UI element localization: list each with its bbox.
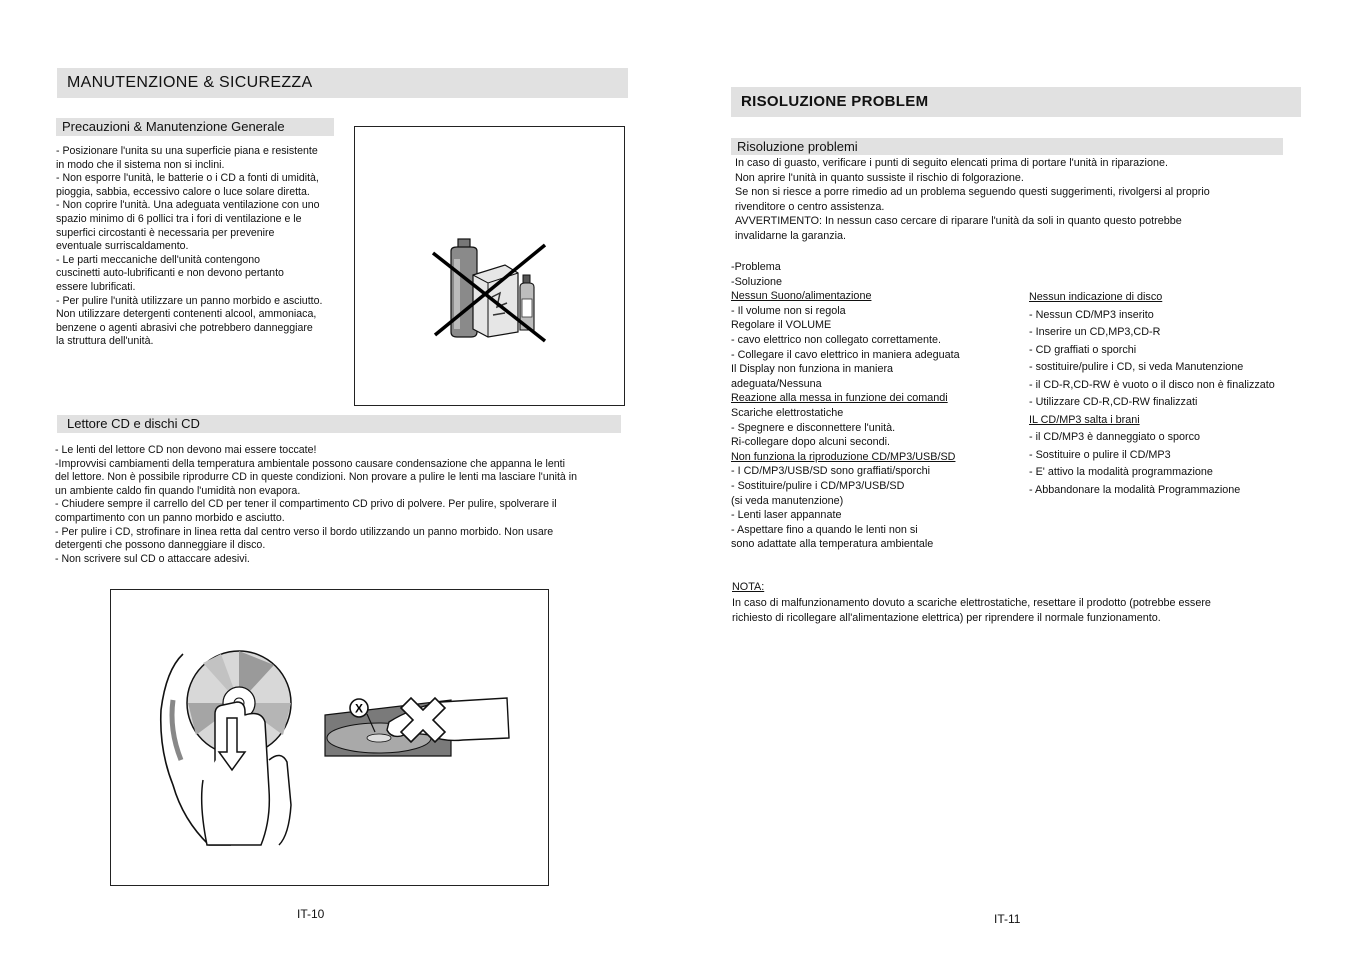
list-item: - Il volume non si regola bbox=[731, 304, 846, 317]
problem-solution-column-1 bbox=[731, 260, 960, 552]
text-line: benzene o agenti abrasivi che potrebbero danneggiare bbox=[56, 321, 313, 334]
text-line: la struttura dell'unità. bbox=[56, 335, 154, 348]
list-item: - E' attivo la modalità programmazione bbox=[1029, 466, 1213, 478]
text-line: invalidarne la garanzia. bbox=[735, 229, 847, 242]
list-item: Ri-collegare dopo alcuni secondi. bbox=[731, 436, 891, 449]
right-page-number: IT-11 bbox=[994, 912, 1021, 926]
text-line: del lettore. Non è possibile riprodurre CD in queste condizioni. Non provare a pulire le lenti ma lasciare l'unità in bbox=[55, 471, 577, 484]
precautions-text bbox=[56, 145, 322, 349]
text-line: - Non esporre l'unità, le batterie o i CD a fonti di umidità, bbox=[56, 172, 319, 185]
text-line: - Posizionare l'unita su una superficie piana e resistente bbox=[56, 145, 318, 157]
list-item: adeguata/Nessuna bbox=[731, 377, 822, 390]
text-line: - Le lenti del lettore CD non devono mai essere toccate! bbox=[55, 444, 317, 456]
list-item: - cavo elettrico non collegato correttamente. bbox=[731, 333, 942, 346]
list-item: - Lenti laser appannate bbox=[731, 509, 842, 522]
note-text bbox=[732, 596, 1211, 625]
text-line: Non utilizzare detergenti contenenti alcool, ammoniaca, bbox=[56, 308, 317, 321]
cd-cleaning-icon bbox=[111, 590, 548, 885]
list-item: Scariche elettrostatiche bbox=[731, 406, 844, 419]
text-line: cuscinetti auto-lubrificanti e non devono pertanto bbox=[56, 267, 284, 280]
list-item: - Inserire un CD,MP3,CD-R bbox=[1029, 326, 1161, 338]
text-line: In caso di guasto, verificare i punti di seguito elencati prima di portare l'unità in riparazione. bbox=[735, 157, 1168, 169]
text-line: In caso di malfunzionamento dovuto a scariche elettrostatiche, resettare il prodotto (potrebbe essere bbox=[732, 597, 1211, 609]
list-item: IL CD/MP3 salta i brani bbox=[1029, 413, 1140, 426]
list-item: - Aspettare fino a quando le lenti non si bbox=[731, 523, 918, 536]
text-line: Non aprire l'unità in quanto sussiste il rischio di folgorazione. bbox=[735, 171, 1024, 184]
list-item: Regolare il VOLUME bbox=[731, 319, 832, 332]
text-line: - Non coprire l'unità. Una adeguata ventilazione con uno bbox=[56, 199, 320, 212]
troubleshooting-intro bbox=[735, 156, 1210, 244]
list-item: sono adattate alla temperatura ambientale bbox=[731, 538, 934, 551]
text-line: pioggia, sabbia, eccessivo calore o luce solare diretta. bbox=[56, 185, 310, 198]
list-item: - Sostituire o pulire il CD/MP3 bbox=[1029, 448, 1171, 461]
section-title-precautions: Precauzioni & Manutenzione Generale bbox=[56, 118, 334, 136]
text-line: detergenti che possono danneggiare il disco. bbox=[55, 539, 266, 552]
cd-handling-figure bbox=[110, 589, 549, 886]
section-title-troubleshooting: Risoluzione problemi bbox=[731, 138, 1283, 155]
list-item: Il Display non funziona in maniera bbox=[731, 363, 894, 376]
list-item: - Collegare il cavo elettrico in maniera adeguata bbox=[731, 348, 960, 361]
text-line: spazio minimo di 6 pollici tra i fori di ventilazione e le bbox=[56, 212, 302, 225]
text-line: - Per pulire i CD, strofinare in linea retta dal centro verso il bordo utilizzando un panno morbido. Non usare bbox=[55, 525, 554, 538]
list-item: - Abbandonare la modalità Programmazione bbox=[1029, 483, 1241, 496]
list-item: Nessun indicazione di disco bbox=[1029, 291, 1163, 303]
note-block bbox=[732, 580, 764, 595]
text-line: un ambiente caldo fin quando l'umidità non evapora. bbox=[55, 484, 301, 497]
text-line: Se non si riesce a porre rimedio ad un problema seguendo questi suggerimenti, rivolgersi al proprio bbox=[735, 186, 1210, 199]
text-line: AVVERTIMENTO: In nessun caso cercare di riparare l'unità da soli in quanto questo potrebbe bbox=[735, 215, 1182, 228]
list-item: - Sostituire/pulire i CD/MP3/USB/SD bbox=[731, 479, 905, 492]
list-item: Nessun Suono/alimentazione bbox=[731, 290, 872, 303]
text-line: compartimento con un panno morbido e asciutto. bbox=[55, 511, 285, 524]
left-page-title: MANUTENZIONE & SICUREZZA bbox=[57, 68, 628, 98]
list-item: - CD graffiati o sporchi bbox=[1029, 343, 1137, 356]
text-line: - Non scrivere sul CD o attaccare adesivi. bbox=[55, 552, 250, 565]
chemicals-figure bbox=[354, 126, 625, 406]
list-item: - il CD-R,CD-RW è vuoto o il disco non è finalizzato bbox=[1029, 378, 1275, 391]
text-line: -Improvvisi cambiamenti della temperatura ambientale possono causare condensazione che appanna le lenti bbox=[55, 457, 565, 470]
left-page-number: IT-10 bbox=[297, 907, 325, 921]
text-line: - Le parti meccaniche dell'unità contengono bbox=[56, 253, 261, 266]
list-item: - Spegnere e disconnettere l'unità. bbox=[731, 421, 896, 434]
x-badge-label: X bbox=[354, 701, 364, 716]
right-page-title: RISOLUZIONE PROBLEM bbox=[731, 87, 1301, 117]
note-title: NOTA: bbox=[732, 581, 765, 593]
text-line: - Chiudere sempre il carrello del CD per tener il compartimento CD privo di polvere. Per pulire, spolverare il bbox=[55, 498, 557, 511]
list-item: Non funziona la riproduzione CD/MP3/USB/SD bbox=[731, 450, 956, 463]
text-line: rivenditore o centro assistenza. bbox=[735, 200, 885, 213]
text-line: - Per pulire l'unità utilizzare un panno morbido e asciutto. bbox=[56, 294, 323, 307]
section-title-cd-player: Lettore CD e dischi CD bbox=[57, 415, 621, 433]
list-item: -Problema bbox=[731, 261, 781, 273]
text-line: superfici circostanti è necessaria per prevenire bbox=[56, 226, 275, 239]
list-item: (si veda manutenzione) bbox=[731, 494, 844, 507]
list-item: - I CD/MP3/USB/SD sono graffiati/sporchi bbox=[731, 465, 931, 478]
text-line: in modo che il sistema non si inclini. bbox=[56, 158, 225, 171]
text-line: richiesto di ricollegare all'alimentazione elettrica) per riprendere il normale funzionamento. bbox=[732, 611, 1161, 624]
problem-solution-column-2 bbox=[1029, 289, 1275, 499]
text-line: eventuale surriscaldamento. bbox=[56, 240, 189, 253]
text-line: essere lubrificati. bbox=[56, 280, 136, 293]
list-item: - sostituire/pulire i CD, si veda Manutenzione bbox=[1029, 361, 1244, 373]
cd-player-text bbox=[55, 444, 577, 566]
list-item: - il CD/MP3 è danneggiato o sporco bbox=[1029, 431, 1201, 443]
list-item: - Utilizzare CD-R,CD-RW finalizzati bbox=[1029, 396, 1198, 408]
list-item: -Soluzione bbox=[731, 275, 783, 288]
list-item: - Nessun CD/MP3 inserito bbox=[1029, 308, 1154, 321]
no-chemicals-icon bbox=[355, 127, 624, 405]
list-item: Reazione alla messa in funzione dei comandi bbox=[731, 392, 948, 405]
